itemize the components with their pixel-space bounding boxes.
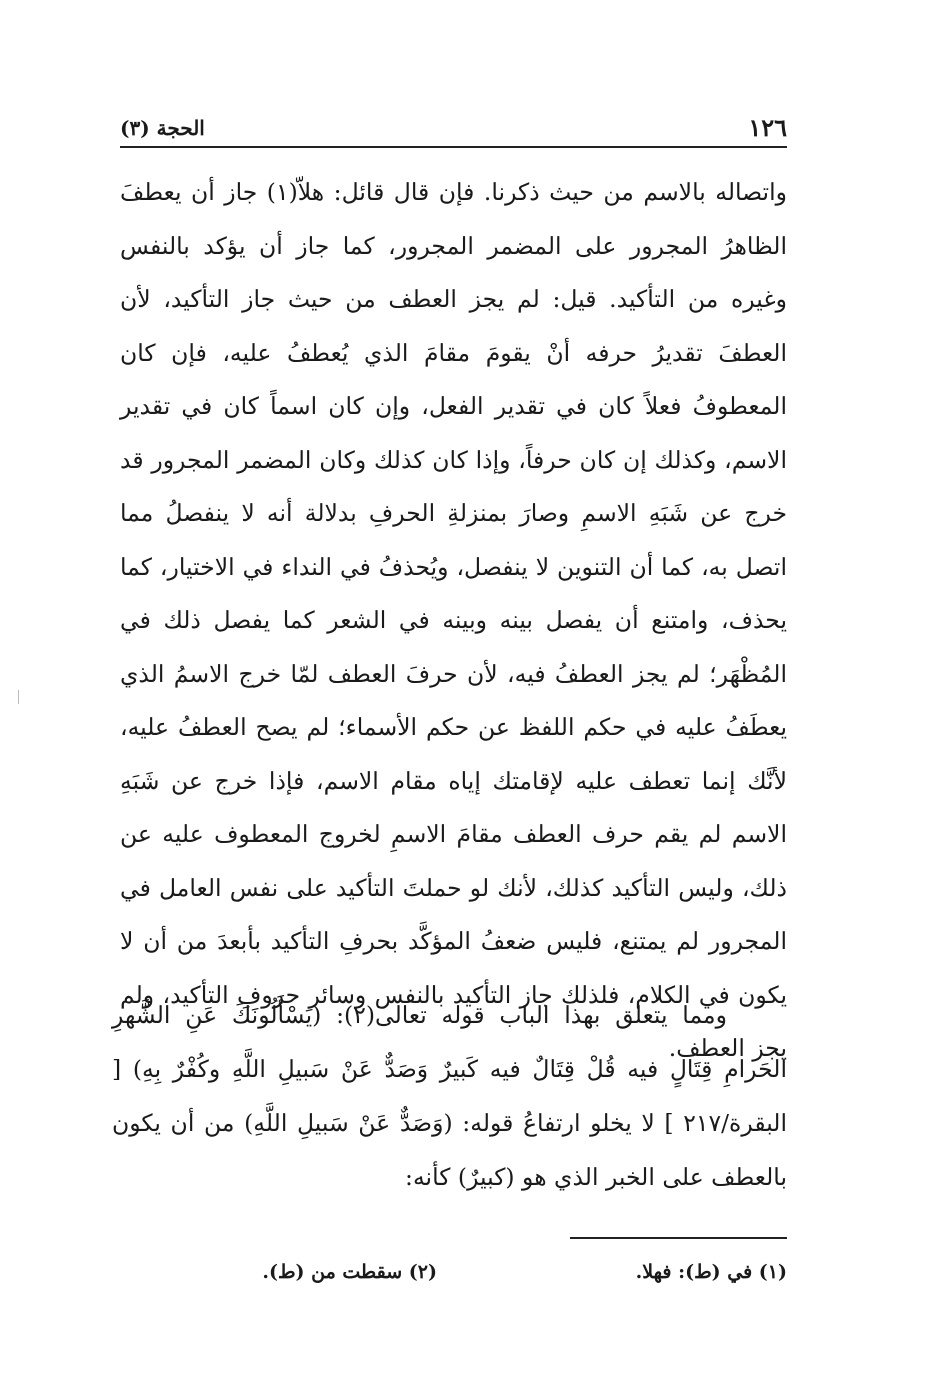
paragraph-1: واتصاله بالاسم من حيث ذكرنا. فإن قال قائل: هلاّ(١) جاز أن يعطفَ الظاهرُ المجرور على المضمر المجرور، كما جاز أن يؤكد بالنفس وغيره من التأكيد. قيل: لم يجز العطف من حيث جاز التأكيد، لأن العطفَ تقديرُ حرفه أنْ يقومَ مقامَ الذي يُعطفُ عليه، فإن كان المعطوفُ فعلاً كان في تقدير الفعل، وإن كان اسماً كان في تقدير الاسم، وكذلك إن كان حرفاً، وإذا كان كذلك وكان المضمر المجرور قد خرج عن شَبَهِ الاسمِ وصارَ بمنزلةِ الحرفِ بدلالة أنه لا ينفصلُ مما اتصل به، كما أن التنوين لا ينفصل، ويُحذفُ في النداء في الاختيار، كما يحذف، وامتنع أن يفصل بينه وبينه في الشعر كما يفصل ذلك في المُظْهَر؛ لم يجز العطفُ فيه، لأن حرفَ العطف لمّا خرج الاسمُ الذي يعطَفُ عليه في حكم اللفظ عن حكم الأسماء؛ لم يصح العطفُ عليه، لأنَّك إنما تعطف عليه لإقامتك إياه مقام الاسم، فإذا خرج عن شَبَهِ الاسم لم يقم حرف العطف مقامَ الاسمِ لخروج المعطوف عليه عن ذلك، وليس التأكيد كذلك، لأنك لو حملتَ التأكيد على نفس العامل في المجرور لم يمتنع، فليس ضعفُ المؤكَّد بحرفِ التأكيد بأبعدَ من أن لا يكون في الكلام، فلذلك جاز التأكيد بالنفس وسائر حروفِ التأكيد، ولم يجز العطف. <box>120 178 787 1062</box>
paragraph-2: ومما يتعلق بهذا الباب قوله تعالى(٢): (يَسْأَلُونَكَ عَنِ الشَّهرِ الحَرامِ قِتَالٍ فيه قُلْ قِتَالٌ فيه كَبيرٌ وَصَدٌّ عَنْ سَبيلِ اللَّهِ وكُفْرٌ بِهِ) [ البقرة/٢١٧ ] لا يخلو ارتفاعُ قوله: (وَصَدٌّ عَنْ سَبيلِ اللَّهِ) من أن يكون بالعطف على الخبر الذي هو (كبيرٌ) كأنه: <box>112 1001 787 1191</box>
page-header <box>120 112 787 148</box>
main-text <box>120 166 787 1076</box>
footnotes <box>200 1254 787 1290</box>
footnote-2: (٢) سقطت من (ط). <box>262 1261 437 1283</box>
running-title: الحجة (٣) <box>120 116 205 140</box>
page-number: ١٢٦ <box>748 113 787 142</box>
margin-mark <box>18 690 19 704</box>
footnote-divider <box>570 1237 787 1239</box>
footnote-1: (١) في (ط): فهلا. <box>635 1261 787 1283</box>
